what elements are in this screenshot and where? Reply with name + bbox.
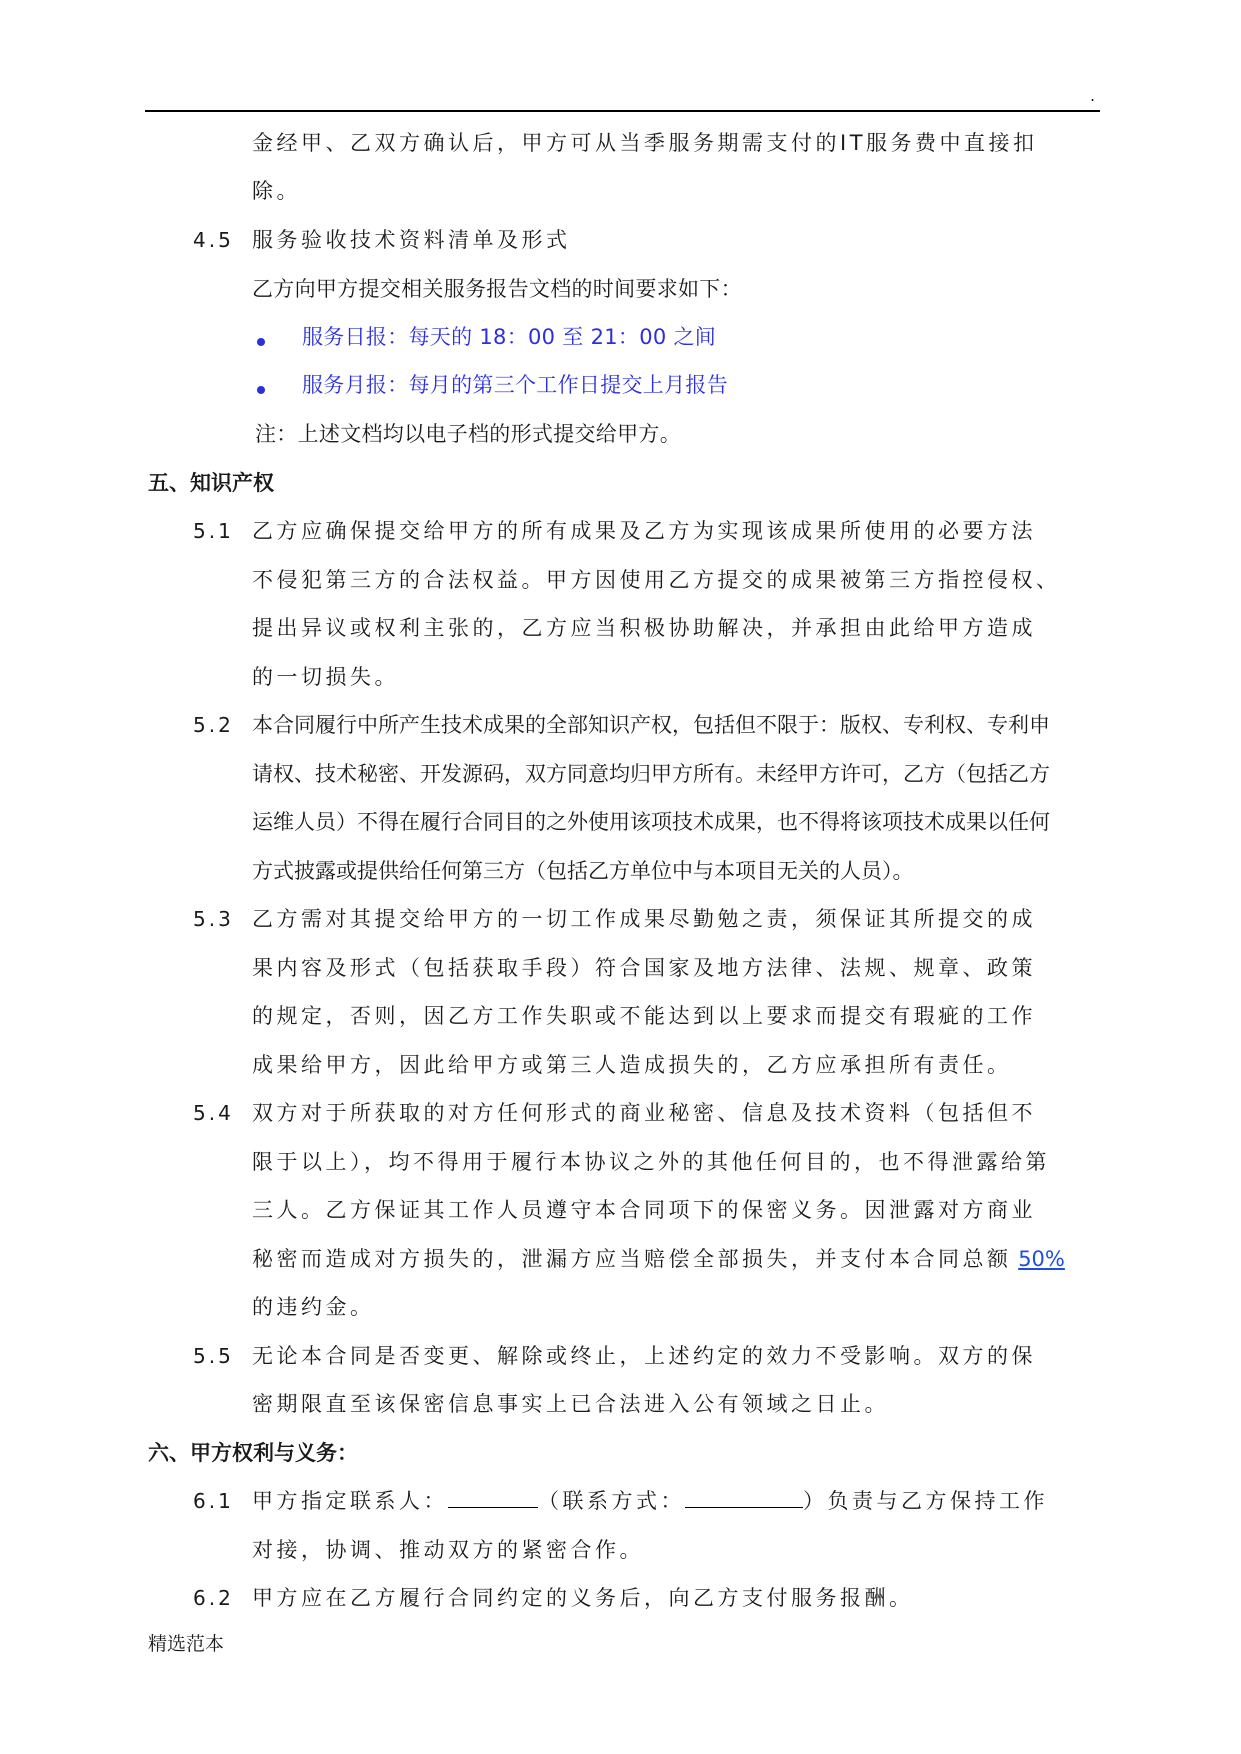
section-heading: 五、知识产权 (148, 471, 274, 495)
paragraph-line: 双方对于所获取的对方任何形式的商业秘密、信息及技术资料（包括但不 (252, 1101, 1036, 1125)
paragraph-line: 果内容及形式（包括获取手段）符合国家及地方法律、法规、规章、政策 (252, 956, 1036, 980)
paragraph-line: 请权、技术秘密、开发源码，双方同意均归甲方所有。未经甲方许可，乙方（包括乙方 (252, 762, 1050, 786)
note-text: 注：上述文档均以电子档的形式提交给甲方。 (255, 422, 681, 446)
clause-number: 5.3 (193, 907, 234, 931)
paragraph-line: 无论本合同是否变更、解除或终止，上述约定的效力不受影响。双方的保 (252, 1344, 1036, 1368)
percentage-link[interactable]: 50% (1018, 1247, 1065, 1271)
contact-label: 甲方指定联系人： (252, 1489, 448, 1513)
paragraph-line: 提出异议或权利主张的，乙方应当积极协助解决，并承担由此给甲方造成 (252, 616, 1036, 640)
paragraph-line: 的违约金。 (252, 1295, 375, 1319)
bullet-icon (257, 386, 265, 394)
paragraph-text: ）负责与乙方保持工作 (803, 1489, 1048, 1513)
paragraph-line: 对接，协调、推动双方的紧密合作。 (252, 1538, 644, 1562)
contact-method-label: （联系方式： (538, 1489, 685, 1513)
paragraph-line (252, 1486, 1048, 1516)
bullet-icon (257, 338, 265, 346)
paragraph-line: 乙方应确保提交给甲方的所有成果及乙方为实现该成果所使用的必要方法 (252, 519, 1036, 543)
paragraph-line: 密期限直至该保密信息事实上已合法进入公有领域之日止。 (252, 1392, 889, 1416)
paragraph-line: 方式披露或提供给任何第三方（包括乙方单位中与本项目无关的人员）。 (252, 859, 914, 883)
paragraph-line: 不侵犯第三方的合法权益。甲方因使用乙方提交的成果被第三方指控侵权、 (252, 568, 1061, 592)
clause-number: 4.5 (193, 228, 234, 252)
list-item: 服务月报：每月的第三个工作日提交上月报告 (302, 373, 728, 397)
section-heading: 六、甲方权利与义务： (148, 1441, 358, 1465)
header-rule (145, 110, 1100, 112)
clause-number: 5.2 (193, 713, 234, 737)
paragraph-line: 乙方需对其提交给甲方的一切工作成果尽勤勉之责，须保证其所提交的成 (252, 907, 1036, 931)
contact-method-blank[interactable] (685, 1487, 803, 1508)
paragraph-line: 运维人员）不得在履行合同目的之外使用该项技术成果，也不得将该项技术成果以任何 (252, 810, 1050, 834)
list-item: 服务日报：每天的 18：00 至 21：00 之间 (302, 325, 717, 349)
clause-number: 5.5 (193, 1344, 234, 1368)
clause-number: 5.4 (193, 1101, 234, 1125)
paragraph-line: 限于以上），均不得用于履行本协议之外的其他任何目的，也不得泄露给第 (252, 1150, 1050, 1174)
paragraph-line: 甲方应在乙方履行合同约定的义务后，向乙方支付服务报酬。 (252, 1586, 914, 1610)
paragraph-line: 金经甲、乙双方确认后，甲方可从当季服务期需支付的IT服务费中直接扣 (252, 131, 1038, 155)
header-dot: . (1090, 86, 1096, 105)
intro-text: 乙方向甲方提交相关服务报告文档的时间要求如下： (252, 277, 742, 301)
clause-number: 6.2 (193, 1586, 234, 1610)
paragraph-line: 的一切损失。 (252, 665, 399, 689)
paragraph-text: 秘密而造成对方损失的，泄漏方应当赔偿全部损失，并支付本合同总额 (252, 1247, 1012, 1271)
clause-number: 6.1 (193, 1489, 234, 1513)
clause-number: 5.1 (193, 519, 234, 543)
paragraph-line: 的规定，否则，因乙方工作失职或不能达到以上要求而提交有瑕疵的工作 (252, 1004, 1036, 1028)
contact-person-blank[interactable] (448, 1487, 538, 1508)
paragraph-line: 除。 (252, 179, 301, 203)
clause-title: 服务验收技术资料清单及形式 (252, 228, 571, 252)
paragraph-line: 成果给甲方，因此给甲方或第三人造成损失的，乙方应承担所有责任。 (252, 1053, 1012, 1077)
paragraph-line: 三人。乙方保证其工作人员遵守本合同项下的保密义务。因泄露对方商业 (252, 1198, 1036, 1222)
paragraph-line: 本合同履行中所产生技术成果的全部知识产权，包括但不限于：版权、专利权、专利申 (252, 713, 1050, 737)
footer-label: 精选范本 (148, 1633, 225, 1655)
paragraph-line (252, 1244, 1065, 1274)
